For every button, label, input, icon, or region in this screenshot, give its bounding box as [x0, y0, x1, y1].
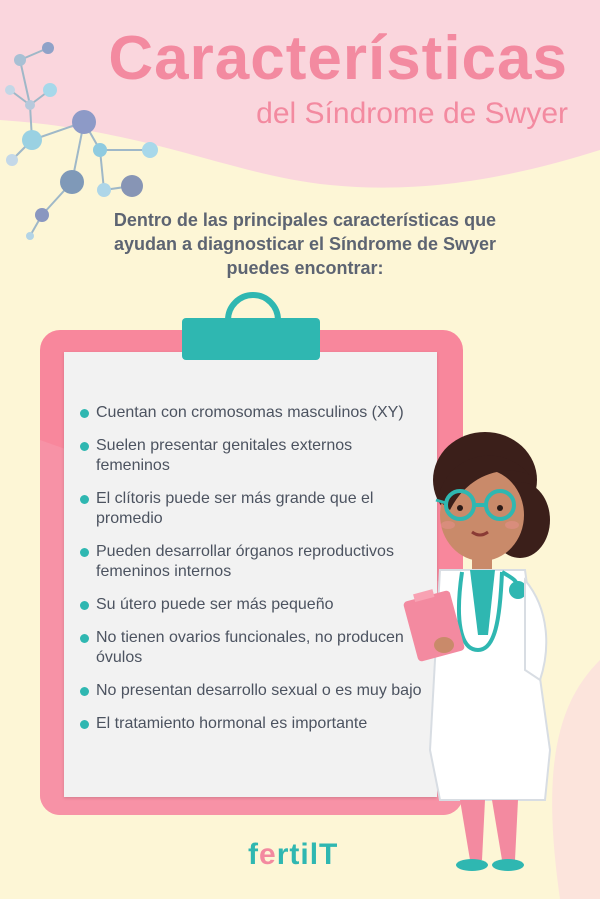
list-item: El clítoris puede ser más grande que el promedio	[80, 489, 425, 529]
list-item: Cuentan con cromosomas masculinos (XY)	[80, 403, 425, 423]
list-item: No presentan desarrollo sexual o es muy bajo	[80, 681, 425, 701]
characteristics-list	[80, 403, 425, 747]
page-subtitle: del Síndrome de Swyer	[256, 97, 568, 130]
page-title: Características	[108, 24, 568, 93]
bullet-icon	[80, 495, 89, 504]
clipboard-clip	[182, 318, 320, 360]
bullet-icon	[80, 720, 89, 729]
bullet-icon	[80, 687, 89, 696]
bullet-icon	[80, 409, 89, 418]
bullet-icon	[80, 601, 89, 610]
list-item: No tienen ovarios funcionales, no producen óvulos	[80, 628, 425, 668]
list-item: Suelen presentar genitales externos femeninos	[80, 436, 425, 476]
list-item: El tratamiento hormonal es importante	[80, 714, 425, 734]
list-item: Su útero puede ser más pequeño	[80, 595, 425, 615]
bullet-icon	[80, 634, 89, 643]
bullet-icon	[80, 548, 89, 557]
title-block	[108, 26, 568, 132]
list-item: Pueden desarrollar órganos reproductivos femeninos internos	[80, 542, 425, 582]
fertilt-logo: fertilT	[248, 838, 339, 871]
intro-text: Dentro de las principales características que ayudan a diagnosticar el Síndrome de Swyer puedes encontrar:	[113, 210, 497, 278]
bullet-icon	[80, 442, 89, 451]
doctor-illustration	[400, 420, 600, 880]
